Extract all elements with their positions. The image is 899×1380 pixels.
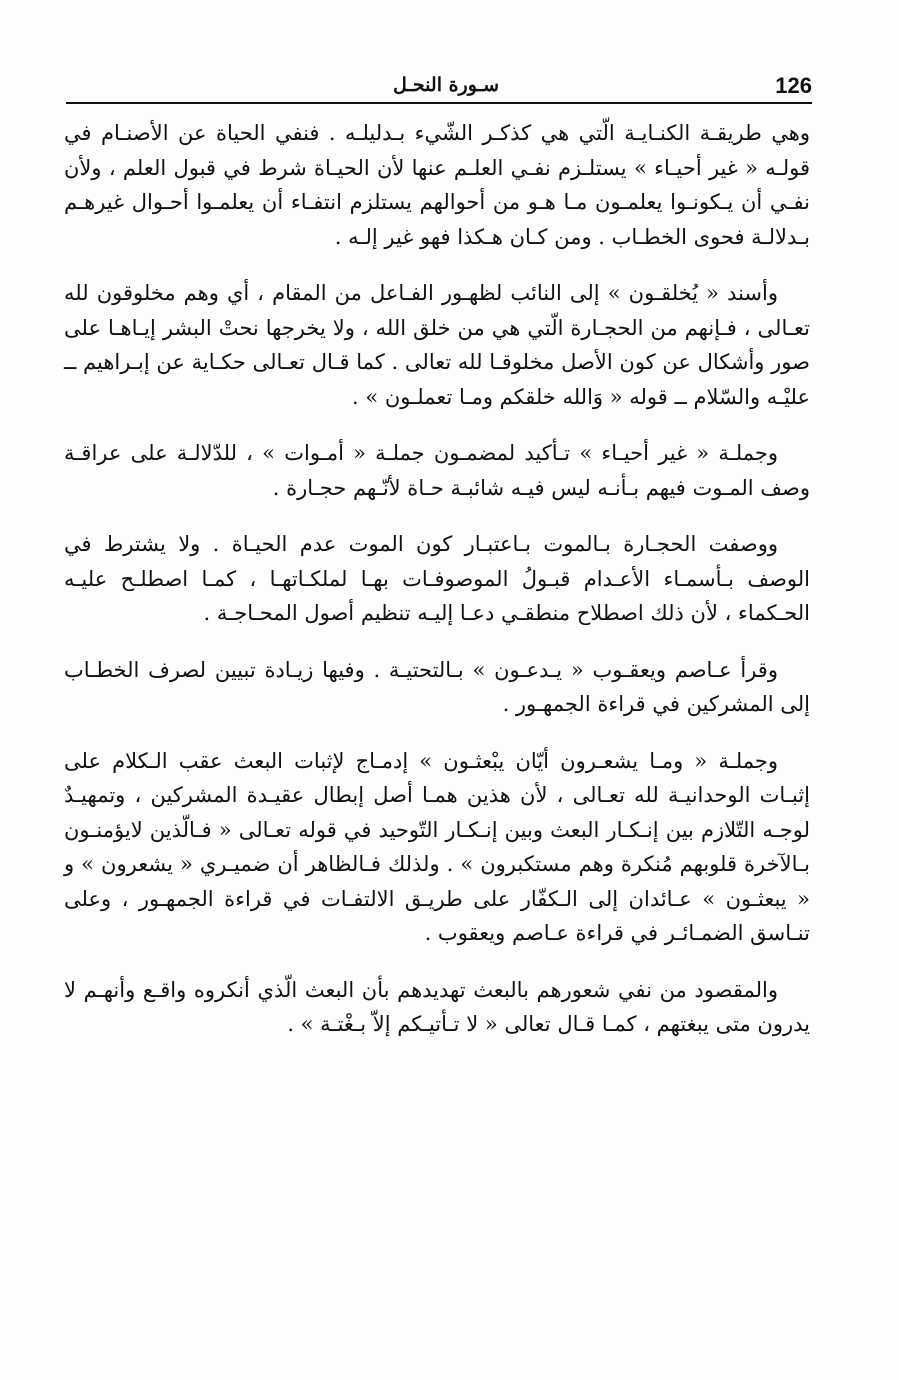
paragraph: ووصفت الحجـارة بـالموت بـاعتبـار كون الموت عدم الحيـاة . ولا يشترط في الوصف بـأسمـاء الأعـدام قبـولُ الموصوفـات بهـا لملكـاتهـا ، كمـا اصطلـح عليـه الحـكماء ، لأن ذلك اصطلاح منطقـي دعـا إليـه تنظيم أصول المحـاجـة .: [64, 532, 810, 625]
header-rule: [66, 102, 812, 104]
body-text: [64, 116, 810, 1064]
paragraph: وقرأ عـاصم ويعقـوب « يـدعـون » بـالتحتيـة . وفيها زيـادة تبيين لصرف الخطـاب إلى المشركين في قراءة الجمهـور .: [64, 657, 810, 716]
paragraph: وأسند « يُخلقـون » إلى النائب لظهـور الفـاعل من المقام ، أي وهم مخلوقون لله تعـالى ، فـإنهم من الحجـارة الّتي هي من خلق الله ، ولا يخرجها نحتْ البشر إيـاهـا على صور وأشكال عن كون الأصل مخلوقـا لله تعالى . كما قـال تعـالى حكـاية عن إبـراهيم ــ عليْـه والسّلام ــ قوله « وَالله خلقكم ومـا تعملـون » .: [64, 281, 810, 409]
surah-title: سـورة النحـل: [392, 74, 500, 96]
paragraph: وجملـة « ومـا يشعـرون أيّان يبْعثـون » إدمـاج لإثبات البعث عقب الـكلام على إثبـات الوحدانيـة لله تعـالى ، لأن هذين همـا أصل إبطال عقيـدة المشركين ، وتمهيـدٌ لوجـه التّلازم بين إنـكـار البعث وبين إنـكـار التّوحيد في قوله تعـالى « فـالّذين لايؤمنـون بـالآخرة قلوبهم مُنكرة وهم مستكبرون » . ولذلك فـالظاهر أن ضميـري « يشعرون » و « يبعثـون » عـائدان إلى الـكفّار على طريـق الالتفـات في قراءة الجمهـور ، وعلى تنـاسق الضمـائـر في قراءة عـاصم ويعقوب .: [64, 748, 810, 945]
paragraph: والمقصود من نفي شعورهم بالبعث تهديدهم بأن البعث الّذي أنكروه واقـع وأنهـم لا يدرون متى يبغتهم ، كمـا قـال تعالى « لا تـأتيـكم إلاّ بـغْتـة » .: [64, 977, 810, 1036]
paragraph: وهي طريقـة الكنـايـة الّتي هي كذكـر الشّيء بـدليلـه . فنفي الحياة عن الأصنـام في قولـه « غير أحيـاء » يستلـزم نفـي العلـم عنها لأن الحيـاة شرط في قبول العلم ، ولأن نفـي أن يـكونـوا يعلمـون مـا هـو من أحوالهم يستلزم انتفـاء أن يعلمـوا أحـوال غيرهـم بـدلالـة فحوى الخطـاب . ومن كـان هـكذا فهو غير إلـه .: [64, 121, 810, 249]
paragraph: وجملـة « غير أحيـاء » تـأكيد لمضمـون جملـة « أمـوات » ، للدّلالـة على عراقـة وصف المـوت فيهم بـأنـه ليس فيـه شائبـة حـاة لأنّـهم حجـارة .: [64, 441, 810, 500]
page-header: [66, 68, 812, 102]
page-number: 126: [775, 73, 812, 98]
